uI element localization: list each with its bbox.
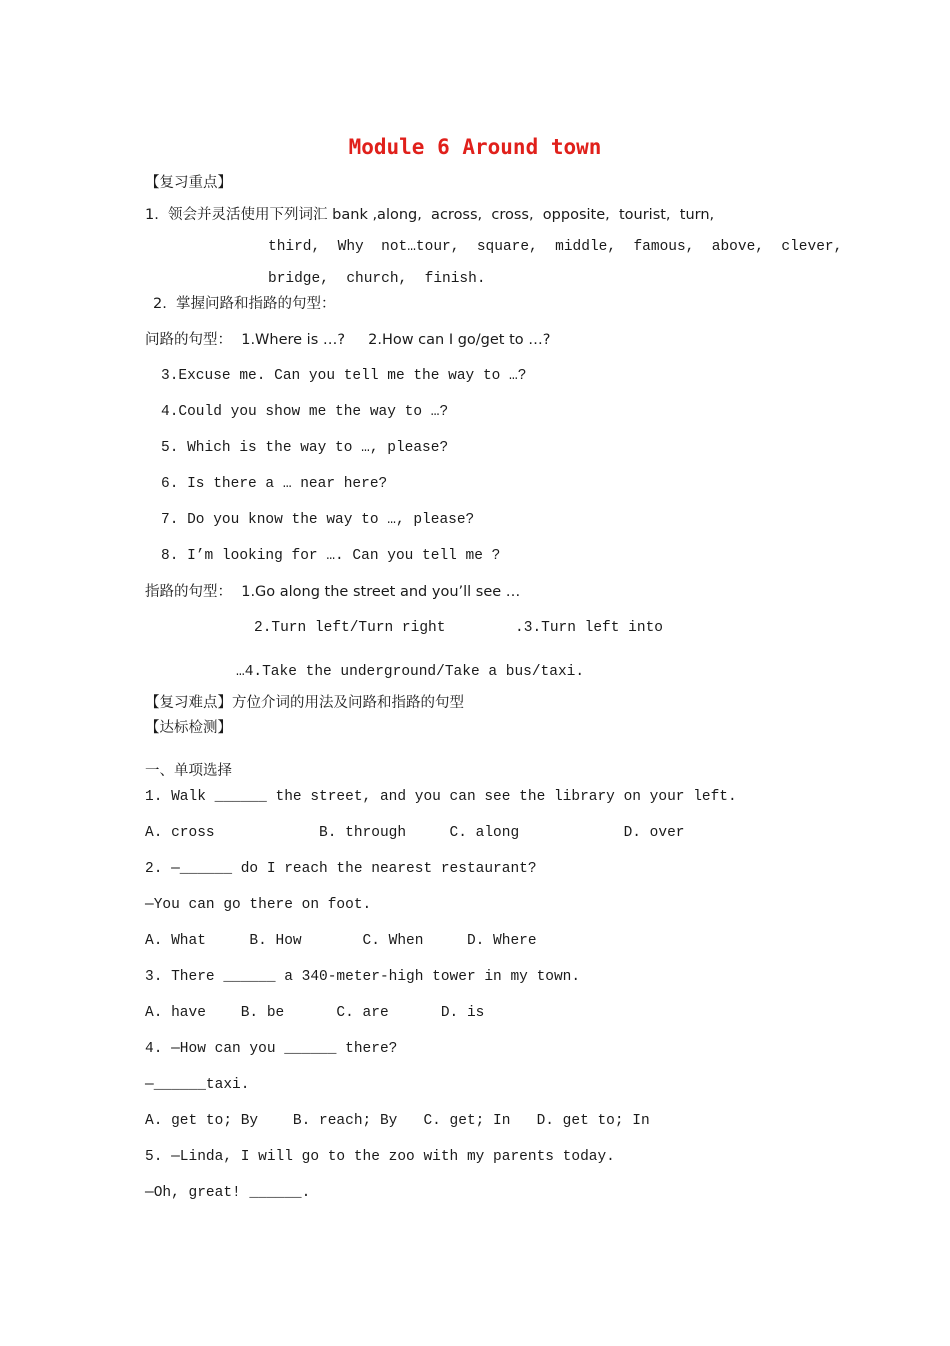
give-directions-line-1: 指路的句型： 1.Go along the street and you’ll see …: [145, 584, 521, 600]
options-line: A. What B. How C. When D. Where: [145, 933, 537, 949]
options-line: A. cross B. through C. along D. over: [145, 825, 685, 841]
question-line: 5. —Linda, I will go to the zoo with my parents today.: [145, 1149, 615, 1165]
vocab-line-2: third, Why not…tour, square, middle, famous, above, clever,: [268, 239, 843, 255]
sentence-patterns-item: 2. 掌握问路和指路的句型：: [153, 296, 336, 312]
question-line: 2. —______ do I reach the nearest restaurant?: [145, 861, 537, 877]
options-line: A. get to; By B. reach; By C. get; In D. get to; In: [145, 1113, 650, 1129]
page-title: Module 6 Around town: [348, 135, 602, 159]
question-line: 4. —How can you ______ there?: [145, 1041, 398, 1057]
test-heading: 【达标检测】: [145, 720, 232, 736]
review-focus-heading: 【复习重点】: [145, 175, 232, 191]
ask-way-item: 5. Which is the way to …, please?: [161, 440, 449, 456]
question-line: 1. Walk ______ the street, and you can see the library on your left.: [145, 789, 737, 805]
ask-way-item: 3.Excuse me. Can you tell me the way to …?: [161, 368, 527, 384]
answer-line: —Oh, great! ______.: [145, 1185, 311, 1201]
review-difficulty: 【复习难点】方位介词的用法及问路和指路的句型: [145, 695, 464, 711]
section-heading: 一、单项选择: [145, 763, 232, 779]
options-line: A. have B. be C. are D. is: [145, 1005, 485, 1021]
give-directions-line-2: 2.Turn left/Turn right .3.Turn left into: [254, 620, 663, 636]
question-line: 3. There ______ a 340-meter-high tower in my town.: [145, 969, 581, 985]
vocab-line-1: 1. 领会并灵活使用下列词汇 bank ,along, across, cross, opposite, tourist, turn,: [145, 207, 715, 223]
ask-way-line-1: 问路的句型： 1.Where is …? 2.How can I go/get to …?: [145, 332, 551, 348]
ask-way-item: 7. Do you know the way to …, please?: [161, 512, 475, 528]
answer-line: —You can go there on foot.: [145, 897, 372, 913]
ask-way-item: 6. Is there a … near here?: [161, 476, 388, 492]
answer-line: —______taxi.: [145, 1077, 250, 1093]
ask-way-item: 4.Could you show me the way to …?: [161, 404, 449, 420]
give-directions-line-3: …4.Take the underground/Take a bus/taxi.: [236, 664, 585, 680]
ask-way-item: 8. I’m looking for …. Can you tell me ?: [161, 548, 501, 564]
vocab-line-3: bridge, church, finish.: [268, 271, 486, 287]
